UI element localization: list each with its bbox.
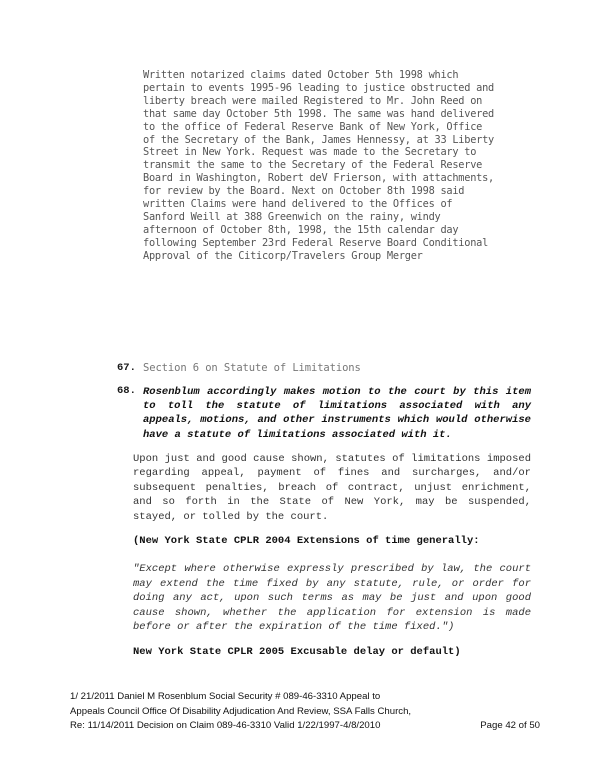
- typed-line: Approval of the Citicorp/Travelers Group Merger: [143, 249, 423, 262]
- typed-line: Written notarized claims dated October 5th 1998 which: [143, 69, 459, 81]
- heading-cplr-2005: New York State CPLR 2005 Excusable delay or default): [133, 646, 461, 658]
- typed-line: liberty breach were mailed Registered to Mr. John Reed on: [143, 94, 483, 107]
- typed-line: Sanford Weill at 388 Greenwich on the rainy, windy: [143, 210, 441, 223]
- typed-line: of the Secretary of the Bank, James Hennessy, at 33 Liberty: [143, 133, 495, 146]
- typed-claims-block: [143, 69, 543, 263]
- typed-line: written Claims were hand delivered to the Offices of: [143, 198, 453, 211]
- quote-cplr-2004: "Except where otherwise expressly prescribed by law, the court may extend the time fixed by any statute, rule, or order for doing any act, upon such terms as may be just and upon good cause shown, whether the application for extension is made before or after the expiration of the time fixed."): [133, 563, 531, 634]
- item-67-text: Section 6 on Statute of Limitations: [143, 362, 361, 374]
- typed-line: afternoon of October 8th, 1998, the 15th calendar day: [143, 223, 459, 236]
- typed-line: Board in Washington, Robert deV Frierson, with attachments,: [143, 172, 495, 185]
- typed-line: Street in New York. Request was made to the Secretary to: [143, 146, 477, 159]
- footer-line-3-text: Re: 11/14/2011 Decision on Claim 089-46-3310 Valid 1/22/1997-4/8/2010: [70, 720, 381, 731]
- page-footer: [70, 690, 540, 734]
- typed-line: pertain to events 1995-96 leading to justice obstructed and: [143, 81, 495, 94]
- footer-line-2: Appeals Council Office Of Disability Adjudication And Review, SSA Falls Church,: [70, 705, 412, 717]
- typed-line: to the office of Federal Reserve Bank of New York, Office: [143, 120, 483, 133]
- footer-line-3: [70, 719, 540, 734]
- typed-line: transmit the same to the Secretary of the Federal Reserve: [143, 159, 483, 172]
- item-68-text: Rosenblum accordingly makes motion to the court by this item to toll the statute of limitations associated with any appeals, motions, and other instruments which would otherwise have a statute of limitations associated with it.: [143, 386, 531, 441]
- footer-line-1: 1/ 21/2011 Daniel M Rosenblum Social Security # 089-46-3310 Appeal to: [70, 691, 381, 702]
- item-67-number: 67.: [117, 362, 136, 374]
- typed-line: following September 23rd Federal Reserve Board Conditional: [143, 236, 489, 249]
- typed-line: for review by the Board. Next on October 8th 1998 said: [143, 185, 465, 198]
- paragraph-tolling: Upon just and good cause shown, statutes of limitations imposed regarding appeal, payment of fines and surcharges, and/or subsequent penalties, breach of contract, unjust enrichment, and so forth in the State of New York, may be suspended, stayed, or tolled by the court.: [133, 453, 531, 523]
- typed-line: that same day October 5th 1998. The same was hand delivered: [143, 107, 495, 120]
- item-68-number: 68.: [117, 385, 136, 397]
- heading-cplr-2004: (New York State CPLR 2004 Extensions of time generally:: [133, 535, 480, 547]
- page-number: Page 42 of 50: [480, 720, 540, 731]
